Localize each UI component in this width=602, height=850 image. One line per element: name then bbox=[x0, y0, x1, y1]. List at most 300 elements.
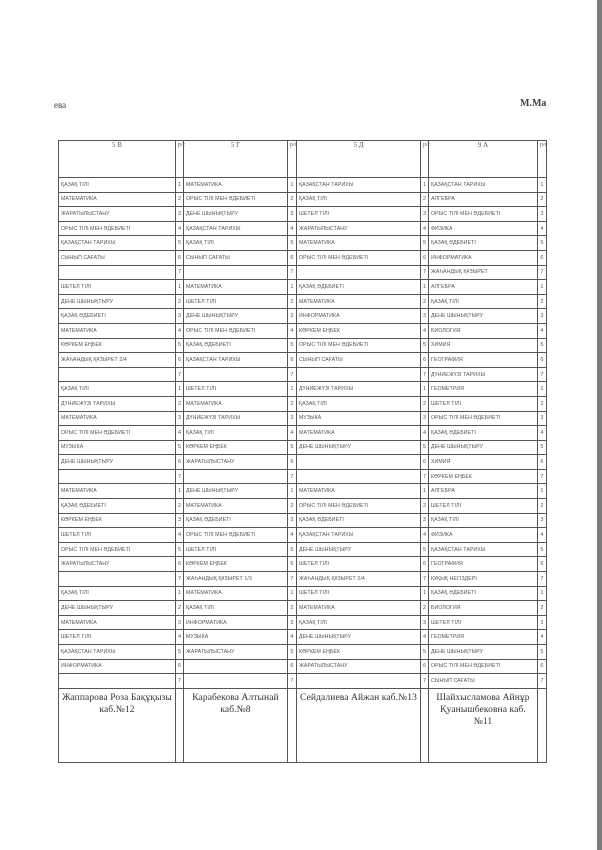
lesson-number-cell: 1 bbox=[288, 382, 297, 397]
empty-cell bbox=[421, 688, 429, 762]
subject-cell: ДЕНЕ ШЫНЫҚТЫРУ bbox=[429, 440, 538, 455]
subject-cell: ҚАЗАҚСТАН ТАРИХЫ bbox=[297, 528, 421, 543]
lesson-number-cell: 7 bbox=[176, 674, 184, 689]
subject-cell: ШЕТЕЛ ТІЛІ bbox=[297, 557, 421, 572]
schedule-body bbox=[59, 178, 547, 689]
lesson-number-cell: 3 bbox=[288, 309, 297, 324]
subject-cell: ШЕТЕЛ ТІЛІ bbox=[429, 615, 538, 630]
lesson-number-cell: 6 bbox=[538, 353, 547, 368]
subject-cell: ШЕТЕЛ ТІЛІ bbox=[429, 499, 538, 514]
subject-cell: ҚАЗАҚ ӘДЕБИЕТІ bbox=[429, 236, 538, 251]
lesson-row bbox=[59, 338, 547, 353]
subject-cell bbox=[59, 265, 176, 280]
subject-cell: ДЕНЕ ШЫНЫҚТЫРУ bbox=[429, 645, 538, 660]
lesson-number-cell: 4 bbox=[538, 630, 547, 645]
lesson-number-cell: 2 bbox=[421, 192, 429, 207]
subject-cell: ДЕНЕ ШЫНЫҚТЫРУ bbox=[184, 484, 288, 499]
lesson-number-cell: 2 bbox=[538, 601, 547, 616]
lesson-number-cell: 4 bbox=[288, 630, 297, 645]
subject-cell: МАТЕМАТИКА bbox=[59, 411, 176, 426]
lesson-number-cell: 3 bbox=[421, 309, 429, 324]
subject-cell: КӨРКЕМ ЕҢБЕК bbox=[184, 557, 288, 572]
subject-cell: ҚАЗАҚ ТІЛІ bbox=[429, 513, 538, 528]
lesson-number-cell: 3 bbox=[421, 513, 429, 528]
lesson-row bbox=[59, 601, 547, 616]
lesson-number-cell: 5 bbox=[288, 338, 297, 353]
lesson-number-cell: 7 bbox=[538, 265, 547, 280]
subject-cell: МАТЕМАТИКА bbox=[184, 499, 288, 514]
lesson-number-cell: 2 bbox=[176, 499, 184, 514]
subject-cell: ЖАРАТЫЛЫСТАНУ bbox=[59, 207, 176, 222]
lesson-number-cell: 7 bbox=[538, 367, 547, 382]
subject-cell: ҚАЗАҚСТАН ТАРИХЫ bbox=[429, 178, 538, 193]
lesson-number-cell: 2 bbox=[421, 294, 429, 309]
subject-cell: МАТЕМАТИКА bbox=[59, 484, 176, 499]
lesson-number-cell: 2 bbox=[176, 192, 184, 207]
lesson-number-cell: 4 bbox=[421, 528, 429, 543]
subject-cell: ОРЫС ТІЛІ МЕН ӘДЕБИЕТІ bbox=[429, 207, 538, 222]
lesson-number-cell: 6 bbox=[421, 659, 429, 674]
lesson-number-cell: 6 bbox=[176, 659, 184, 674]
lesson-number-cell: 2 bbox=[176, 396, 184, 411]
lesson-row bbox=[59, 367, 547, 382]
lesson-number-cell: 3 bbox=[538, 411, 547, 426]
lesson-number-cell: 3 bbox=[176, 207, 184, 222]
schedule-table bbox=[58, 140, 547, 763]
header-left-fragment: ева bbox=[54, 100, 67, 110]
subject-cell: ҚАЗАҚ ТІЛІ bbox=[59, 586, 176, 601]
lesson-row bbox=[59, 396, 547, 411]
lesson-number-cell: 6 bbox=[176, 353, 184, 368]
subject-cell: ҚАЗАҚ ӘДЕБИЕТІ bbox=[59, 309, 176, 324]
subject-cell: ДЕНЕ ШЫНЫҚТЫРУ bbox=[429, 309, 538, 324]
lesson-number-cell: 1 bbox=[288, 280, 297, 295]
subject-cell: ҚАЗАҚСТАН ТАРИХЫ bbox=[59, 236, 176, 251]
subject-cell bbox=[59, 674, 176, 689]
lesson-number-cell: 7 bbox=[176, 265, 184, 280]
lesson-number-cell: 6 bbox=[538, 250, 547, 265]
subject-cell: ХИМИЯ bbox=[429, 338, 538, 353]
subject-cell bbox=[297, 367, 421, 382]
lesson-row bbox=[59, 645, 547, 660]
lesson-number-cell: 4 bbox=[288, 528, 297, 543]
lesson-number-cell: 1 bbox=[288, 178, 297, 193]
subject-cell: ДЕНЕ ШЫНЫҚТЫРУ bbox=[184, 207, 288, 222]
subject-cell: ҚАЗАҚ ТІЛІ bbox=[297, 396, 421, 411]
subject-cell: ҚАЗАҚ ӘДЕБИЕТІ bbox=[184, 338, 288, 353]
class-header: 5 Д bbox=[297, 141, 421, 178]
lesson-number-cell: 1 bbox=[538, 586, 547, 601]
lesson-number-cell: 5 bbox=[538, 645, 547, 660]
lesson-row bbox=[59, 499, 547, 514]
subject-cell: ҚАЗАҚ ТІЛІ bbox=[184, 236, 288, 251]
lesson-number-header: р/с bbox=[176, 141, 184, 178]
subject-cell: ИНФОРМАТИКА bbox=[59, 659, 176, 674]
lesson-number-cell: 1 bbox=[176, 484, 184, 499]
subject-cell: ҚАЗАҚ ӘДЕБИЕТІ bbox=[297, 513, 421, 528]
lesson-number-cell: 6 bbox=[538, 455, 547, 470]
subject-cell: МАТЕМАТИКА bbox=[59, 323, 176, 338]
lesson-number-cell: 7 bbox=[176, 572, 184, 587]
subject-cell: МАТЕМАТИКА bbox=[59, 615, 176, 630]
lesson-number-cell: 4 bbox=[538, 528, 547, 543]
lesson-number-cell: 7 bbox=[288, 572, 297, 587]
lesson-number-cell: 4 bbox=[176, 528, 184, 543]
subject-cell: ЖАРАТЫЛЫСТАНУ bbox=[184, 645, 288, 660]
subject-cell: МАТЕМАТИКА bbox=[297, 484, 421, 499]
lesson-number-cell: 5 bbox=[538, 338, 547, 353]
lesson-number-cell: 3 bbox=[538, 513, 547, 528]
lesson-number-cell: 6 bbox=[421, 455, 429, 470]
lesson-number-cell: 5 bbox=[421, 645, 429, 660]
lesson-number-cell: 7 bbox=[176, 469, 184, 484]
subject-cell: ОРЫС ТІЛІ МЕН ӘДЕБИЕТІ bbox=[59, 426, 176, 441]
lesson-number-header: р/с bbox=[538, 141, 547, 178]
scan-edge bbox=[597, 0, 602, 850]
lesson-row bbox=[59, 659, 547, 674]
lesson-row bbox=[59, 236, 547, 251]
subject-cell: ИНФОРМАТИКА bbox=[184, 615, 288, 630]
subject-cell: ҚАЗАҚ ӘДЕБИЕТІ bbox=[184, 513, 288, 528]
subject-cell: ҚАЗАҚ ӘДЕБИЕТІ bbox=[297, 280, 421, 295]
lesson-number-cell: 2 bbox=[538, 396, 547, 411]
lesson-row bbox=[59, 542, 547, 557]
subject-cell: ҚАЗАҚ ӘДЕБИЕТІ bbox=[429, 426, 538, 441]
lesson-number-cell: 7 bbox=[421, 367, 429, 382]
subject-cell: ДЕНЕ ШЫНЫҚТЫРУ bbox=[297, 630, 421, 645]
lesson-row bbox=[59, 572, 547, 587]
lesson-number-cell: 5 bbox=[176, 645, 184, 660]
lesson-number-cell: 6 bbox=[176, 250, 184, 265]
lesson-number-cell: 3 bbox=[421, 411, 429, 426]
lesson-number-cell: 4 bbox=[421, 426, 429, 441]
subject-cell: БИОЛОГИЯ bbox=[429, 601, 538, 616]
lesson-number-cell: 3 bbox=[538, 615, 547, 630]
lesson-row bbox=[59, 207, 547, 222]
lesson-number-cell: 1 bbox=[288, 484, 297, 499]
subject-cell: ДЕНЕ ШЫНЫҚТЫРУ bbox=[59, 294, 176, 309]
subject-cell: ГЕОМЕТРИЯ bbox=[429, 382, 538, 397]
lesson-row bbox=[59, 382, 547, 397]
lesson-row bbox=[59, 674, 547, 689]
subject-cell: МАТЕМАТИКА bbox=[59, 192, 176, 207]
subject-cell: МАТЕМАТИКА bbox=[184, 178, 288, 193]
lesson-number-cell: 1 bbox=[421, 178, 429, 193]
lesson-number-cell: 6 bbox=[288, 250, 297, 265]
lesson-number-cell: 1 bbox=[176, 382, 184, 397]
subject-cell: ГЕОГРАФИЯ bbox=[429, 353, 538, 368]
lesson-number-cell: 4 bbox=[176, 630, 184, 645]
subject-cell: ОРЫС ТІЛІ МЕН ӘДЕБИЕТІ bbox=[297, 499, 421, 514]
subject-cell: ЖАРАТЫЛЫСТАНУ bbox=[59, 557, 176, 572]
lesson-number-cell: 6 bbox=[538, 659, 547, 674]
subject-cell: ГЕОГРАФИЯ bbox=[429, 557, 538, 572]
lesson-row bbox=[59, 280, 547, 295]
subject-cell: ОРЫС ТІЛІ МЕН ӘДЕБИЕТІ bbox=[297, 338, 421, 353]
lesson-number-cell: 2 bbox=[288, 294, 297, 309]
lesson-number-cell: 5 bbox=[176, 338, 184, 353]
subject-cell: ЖАРАТЫЛЫСТАНУ bbox=[297, 221, 421, 236]
subject-cell: ЖАҺАНДЫҚ ҚҰЗЫРЕТ bbox=[429, 265, 538, 280]
subject-cell bbox=[184, 659, 288, 674]
subject-cell: КӨРКЕМ ЕҢБЕК bbox=[297, 323, 421, 338]
lesson-number-cell: 2 bbox=[288, 499, 297, 514]
class-header: 9 А bbox=[429, 141, 538, 178]
subject-cell: БИОЛОГИЯ bbox=[429, 323, 538, 338]
lesson-number-cell: 7 bbox=[288, 265, 297, 280]
subject-cell: ДЕНЕ ШЫНЫҚТЫРУ bbox=[184, 309, 288, 324]
subject-cell: АЛГЕБРА bbox=[429, 192, 538, 207]
class-header: 5 В bbox=[59, 141, 176, 178]
subject-cell: ИНФОРМАТИКА bbox=[297, 309, 421, 324]
lesson-number-cell: 1 bbox=[538, 382, 547, 397]
lesson-number-cell: 3 bbox=[421, 207, 429, 222]
teacher-row bbox=[59, 688, 547, 762]
subject-cell: ДЕНЕ ШЫНЫҚТЫРУ bbox=[59, 455, 176, 470]
subject-cell bbox=[59, 367, 176, 382]
subject-cell: ДЕНЕ ШЫНЫҚТЫРУ bbox=[297, 542, 421, 557]
lesson-number-cell: 6 bbox=[538, 557, 547, 572]
subject-cell: ҚАЗАҚ ӘДЕБИЕТІ bbox=[59, 499, 176, 514]
subject-cell: ШЕТЕЛ ТІЛІ bbox=[59, 528, 176, 543]
lesson-number-cell: 1 bbox=[538, 280, 547, 295]
subject-cell: ДҮНИЕЖҮЗІ ТАРИХЫ bbox=[429, 367, 538, 382]
lesson-number-cell: 6 bbox=[288, 353, 297, 368]
lesson-number-cell: 7 bbox=[288, 469, 297, 484]
lesson-number-cell: 5 bbox=[176, 440, 184, 455]
lesson-row bbox=[59, 455, 547, 470]
subject-cell: ҚАЗАҚ ТІЛІ bbox=[184, 601, 288, 616]
subject-cell: ҚАЗАҚ ТІЛІ bbox=[297, 192, 421, 207]
subject-cell: ОРЫС ТІЛІ МЕН ӘДЕБИЕТІ bbox=[429, 659, 538, 674]
lesson-number-cell: 6 bbox=[176, 455, 184, 470]
subject-cell: ШЕТЕЛ ТІЛІ bbox=[184, 294, 288, 309]
lesson-row bbox=[59, 323, 547, 338]
subject-cell: АЛГЕБРА bbox=[429, 484, 538, 499]
subject-cell: МУЗЫКА bbox=[184, 630, 288, 645]
subject-cell: ОРЫС ТІЛІ МЕН ӘДЕБИЕТІ bbox=[184, 323, 288, 338]
lesson-number-cell: 2 bbox=[538, 499, 547, 514]
subject-cell: ФИЗИКА bbox=[429, 221, 538, 236]
subject-cell: СЫНЫП САҒАТЫ bbox=[297, 353, 421, 368]
lesson-number-cell: 1 bbox=[288, 586, 297, 601]
lesson-row bbox=[59, 426, 547, 441]
lesson-number-cell: 3 bbox=[421, 615, 429, 630]
lesson-number-cell: 2 bbox=[288, 601, 297, 616]
lesson-row bbox=[59, 615, 547, 630]
class-header: 5 Г bbox=[184, 141, 288, 178]
lesson-number-cell: 1 bbox=[421, 586, 429, 601]
subject-cell: КӨРКЕМ ЕҢБЕК bbox=[59, 513, 176, 528]
lesson-number-cell: 5 bbox=[288, 236, 297, 251]
lesson-number-cell: 5 bbox=[176, 542, 184, 557]
lesson-row bbox=[59, 353, 547, 368]
lesson-number-cell: 4 bbox=[538, 221, 547, 236]
lesson-row bbox=[59, 294, 547, 309]
subject-cell: ФИЗИКА bbox=[429, 528, 538, 543]
lesson-number-cell: 7 bbox=[538, 674, 547, 689]
lesson-number-header: р/с bbox=[421, 141, 429, 178]
lesson-number-cell: 5 bbox=[288, 542, 297, 557]
lesson-number-cell: 3 bbox=[176, 615, 184, 630]
lesson-number-cell: 7 bbox=[538, 469, 547, 484]
lesson-number-cell: 4 bbox=[538, 426, 547, 441]
lesson-number-cell: 3 bbox=[176, 309, 184, 324]
subject-cell: ҚАЗАҚСТАН ТАРИХЫ bbox=[184, 221, 288, 236]
lesson-number-cell: 4 bbox=[421, 323, 429, 338]
lesson-number-cell: 7 bbox=[288, 367, 297, 382]
subject-cell: ҚАЗАҚСТАН ТАРИХЫ bbox=[184, 353, 288, 368]
lesson-number-cell: 5 bbox=[538, 440, 547, 455]
lesson-number-cell: 4 bbox=[176, 323, 184, 338]
lesson-number-cell: 3 bbox=[288, 411, 297, 426]
lesson-row bbox=[59, 250, 547, 265]
lesson-number-cell: 6 bbox=[288, 557, 297, 572]
empty-cell bbox=[288, 688, 297, 762]
lesson-number-cell: 7 bbox=[176, 367, 184, 382]
subject-cell: ЖАҺАНДЫҚ ҚҰЗЫРЕТ 2/4 bbox=[297, 572, 421, 587]
lesson-number-cell: 5 bbox=[421, 440, 429, 455]
header-row bbox=[59, 141, 547, 178]
lesson-row bbox=[59, 469, 547, 484]
subject-cell: МАТЕМАТИКА bbox=[297, 236, 421, 251]
lesson-number-cell: 4 bbox=[176, 426, 184, 441]
subject-cell: МАТЕМАТИКА bbox=[184, 396, 288, 411]
lesson-number-cell: 5 bbox=[421, 542, 429, 557]
subject-cell: ҚАЗАҚСТАН ТАРИХЫ bbox=[297, 178, 421, 193]
lesson-row bbox=[59, 411, 547, 426]
subject-cell: ШЕТЕЛ ТІЛІ bbox=[184, 542, 288, 557]
lesson-number-cell: 2 bbox=[288, 192, 297, 207]
subject-cell: ДҮНИЕЖҮЗІ ТАРИХЫ bbox=[297, 382, 421, 397]
lesson-number-cell: 7 bbox=[421, 572, 429, 587]
lesson-number-cell: 6 bbox=[421, 353, 429, 368]
lesson-number-cell: 6 bbox=[176, 557, 184, 572]
subject-cell: ҚАЗАҚ ТІЛІ bbox=[297, 615, 421, 630]
subject-cell: ОРЫС ТІЛІ МЕН ӘДЕБИЕТІ bbox=[429, 411, 538, 426]
subject-cell: ШЕТЕЛ ТІЛІ bbox=[59, 280, 176, 295]
lesson-row bbox=[59, 630, 547, 645]
lesson-row bbox=[59, 528, 547, 543]
lesson-number-cell: 6 bbox=[421, 557, 429, 572]
lesson-number-cell: 7 bbox=[421, 469, 429, 484]
lesson-row bbox=[59, 192, 547, 207]
subject-cell: ДЕНЕ ШЫНЫҚТЫРУ bbox=[59, 601, 176, 616]
lesson-number-cell: 7 bbox=[421, 674, 429, 689]
subject-cell bbox=[297, 455, 421, 470]
lesson-number-cell: 2 bbox=[421, 499, 429, 514]
subject-cell: ШЕТЕЛ ТІЛІ bbox=[59, 630, 176, 645]
subject-cell: ГЕОМЕТРИЯ bbox=[429, 630, 538, 645]
lesson-number-cell: 3 bbox=[176, 513, 184, 528]
subject-cell: ҚАЗАҚ ӘДЕБИЕТІ bbox=[429, 586, 538, 601]
lesson-number-cell: 2 bbox=[288, 396, 297, 411]
lesson-number-cell: 5 bbox=[288, 645, 297, 660]
subject-cell: ДҮНИЕЖҮЗІ ТАРИХЫ bbox=[184, 411, 288, 426]
lesson-number-cell: 3 bbox=[288, 207, 297, 222]
subject-cell: МАТЕМАТИКА bbox=[297, 426, 421, 441]
lesson-row bbox=[59, 440, 547, 455]
lesson-number-cell: 2 bbox=[421, 601, 429, 616]
lesson-number-cell: 1 bbox=[421, 484, 429, 499]
subject-cell: ХИМИЯ bbox=[429, 455, 538, 470]
subject-cell: КӨРКЕМ ЕҢБЕК bbox=[297, 645, 421, 660]
subject-cell: ЖАҺАНДЫҚ ҚҰЗЫРЕТ 2/4 bbox=[59, 353, 176, 368]
lesson-row bbox=[59, 586, 547, 601]
empty-cell bbox=[538, 688, 547, 762]
lesson-number-cell: 7 bbox=[538, 572, 547, 587]
lesson-number-cell: 1 bbox=[538, 178, 547, 193]
subject-cell: КӨРКЕМ ЕҢБЕК bbox=[59, 338, 176, 353]
lesson-number-cell: 4 bbox=[421, 221, 429, 236]
lesson-row bbox=[59, 513, 547, 528]
lesson-number-header: р/с bbox=[288, 141, 297, 178]
subject-cell: ОРЫС ТІЛІ МЕН ӘДЕБИЕТІ bbox=[59, 221, 176, 236]
subject-cell: СЫНЫП САҒАТЫ bbox=[429, 674, 538, 689]
subject-cell: ШЕТЕЛ ТІЛІ bbox=[429, 396, 538, 411]
subject-cell: ОРЫС ТІЛІ МЕН ӘДЕБИЕТІ bbox=[297, 250, 421, 265]
subject-cell: КӨРКЕМ ЕҢБЕК bbox=[184, 440, 288, 455]
lesson-number-cell: 1 bbox=[421, 280, 429, 295]
lesson-row bbox=[59, 309, 547, 324]
lesson-number-cell: 5 bbox=[288, 440, 297, 455]
lesson-number-cell: 2 bbox=[176, 601, 184, 616]
subject-cell: ИНФОРМАТИКА bbox=[429, 250, 538, 265]
subject-cell: ҚАЗАҚ ТІЛІ bbox=[429, 294, 538, 309]
subject-cell: МУЗЫКА bbox=[297, 411, 421, 426]
lesson-number-cell: 7 bbox=[421, 265, 429, 280]
subject-cell: СЫНЫП САҒАТЫ bbox=[59, 250, 176, 265]
lesson-number-cell: 7 bbox=[288, 674, 297, 689]
lesson-number-cell: 1 bbox=[176, 586, 184, 601]
subject-cell: ОРЫС ТІЛІ МЕН ӘДЕБИЕТІ bbox=[59, 542, 176, 557]
subject-cell bbox=[59, 469, 176, 484]
subject-cell: ШЕТЕЛ ТІЛІ bbox=[297, 586, 421, 601]
lesson-row bbox=[59, 178, 547, 193]
lesson-number-cell: 5 bbox=[538, 236, 547, 251]
subject-cell: МАТЕМАТИКА bbox=[297, 601, 421, 616]
lesson-number-cell: 4 bbox=[176, 221, 184, 236]
subject-cell bbox=[297, 265, 421, 280]
subject-cell: ШЕТЕЛ ТІЛІ bbox=[297, 207, 421, 222]
lesson-number-cell: 4 bbox=[421, 630, 429, 645]
lesson-row bbox=[59, 265, 547, 280]
subject-cell: ЖАРАТЫЛЫСТАНУ bbox=[297, 659, 421, 674]
subject-cell: ҚАЗАҚ ТІЛІ bbox=[184, 426, 288, 441]
teacher-cell: Шайхысламова Айнұр Қуанышбековна каб.№11 bbox=[429, 688, 538, 762]
lesson-number-cell: 2 bbox=[538, 192, 547, 207]
lesson-number-cell: 5 bbox=[538, 542, 547, 557]
lesson-row bbox=[59, 557, 547, 572]
lesson-number-cell: 1 bbox=[538, 484, 547, 499]
lesson-number-cell: 4 bbox=[288, 323, 297, 338]
lesson-number-cell: 2 bbox=[176, 294, 184, 309]
subject-cell: ЖАҺАНДЫҚ ҚҰЗЫРЕТ 1/3 bbox=[184, 572, 288, 587]
lesson-number-cell: 3 bbox=[288, 513, 297, 528]
lesson-number-cell: 4 bbox=[288, 426, 297, 441]
subject-cell bbox=[184, 469, 288, 484]
subject-cell: МУЗЫКА bbox=[59, 440, 176, 455]
empty-cell bbox=[176, 688, 184, 762]
lesson-number-cell: 5 bbox=[421, 338, 429, 353]
subject-cell bbox=[59, 572, 176, 587]
lesson-number-cell: 1 bbox=[176, 178, 184, 193]
subject-cell: ДҮНИЕЖҮЗІ ТАРИХЫ bbox=[59, 396, 176, 411]
lesson-number-cell: 5 bbox=[421, 236, 429, 251]
lesson-number-cell: 3 bbox=[538, 309, 547, 324]
subject-cell: ОРЫС ТІЛІ МЕН ӘДЕБИЕТІ bbox=[184, 192, 288, 207]
lesson-row bbox=[59, 484, 547, 499]
